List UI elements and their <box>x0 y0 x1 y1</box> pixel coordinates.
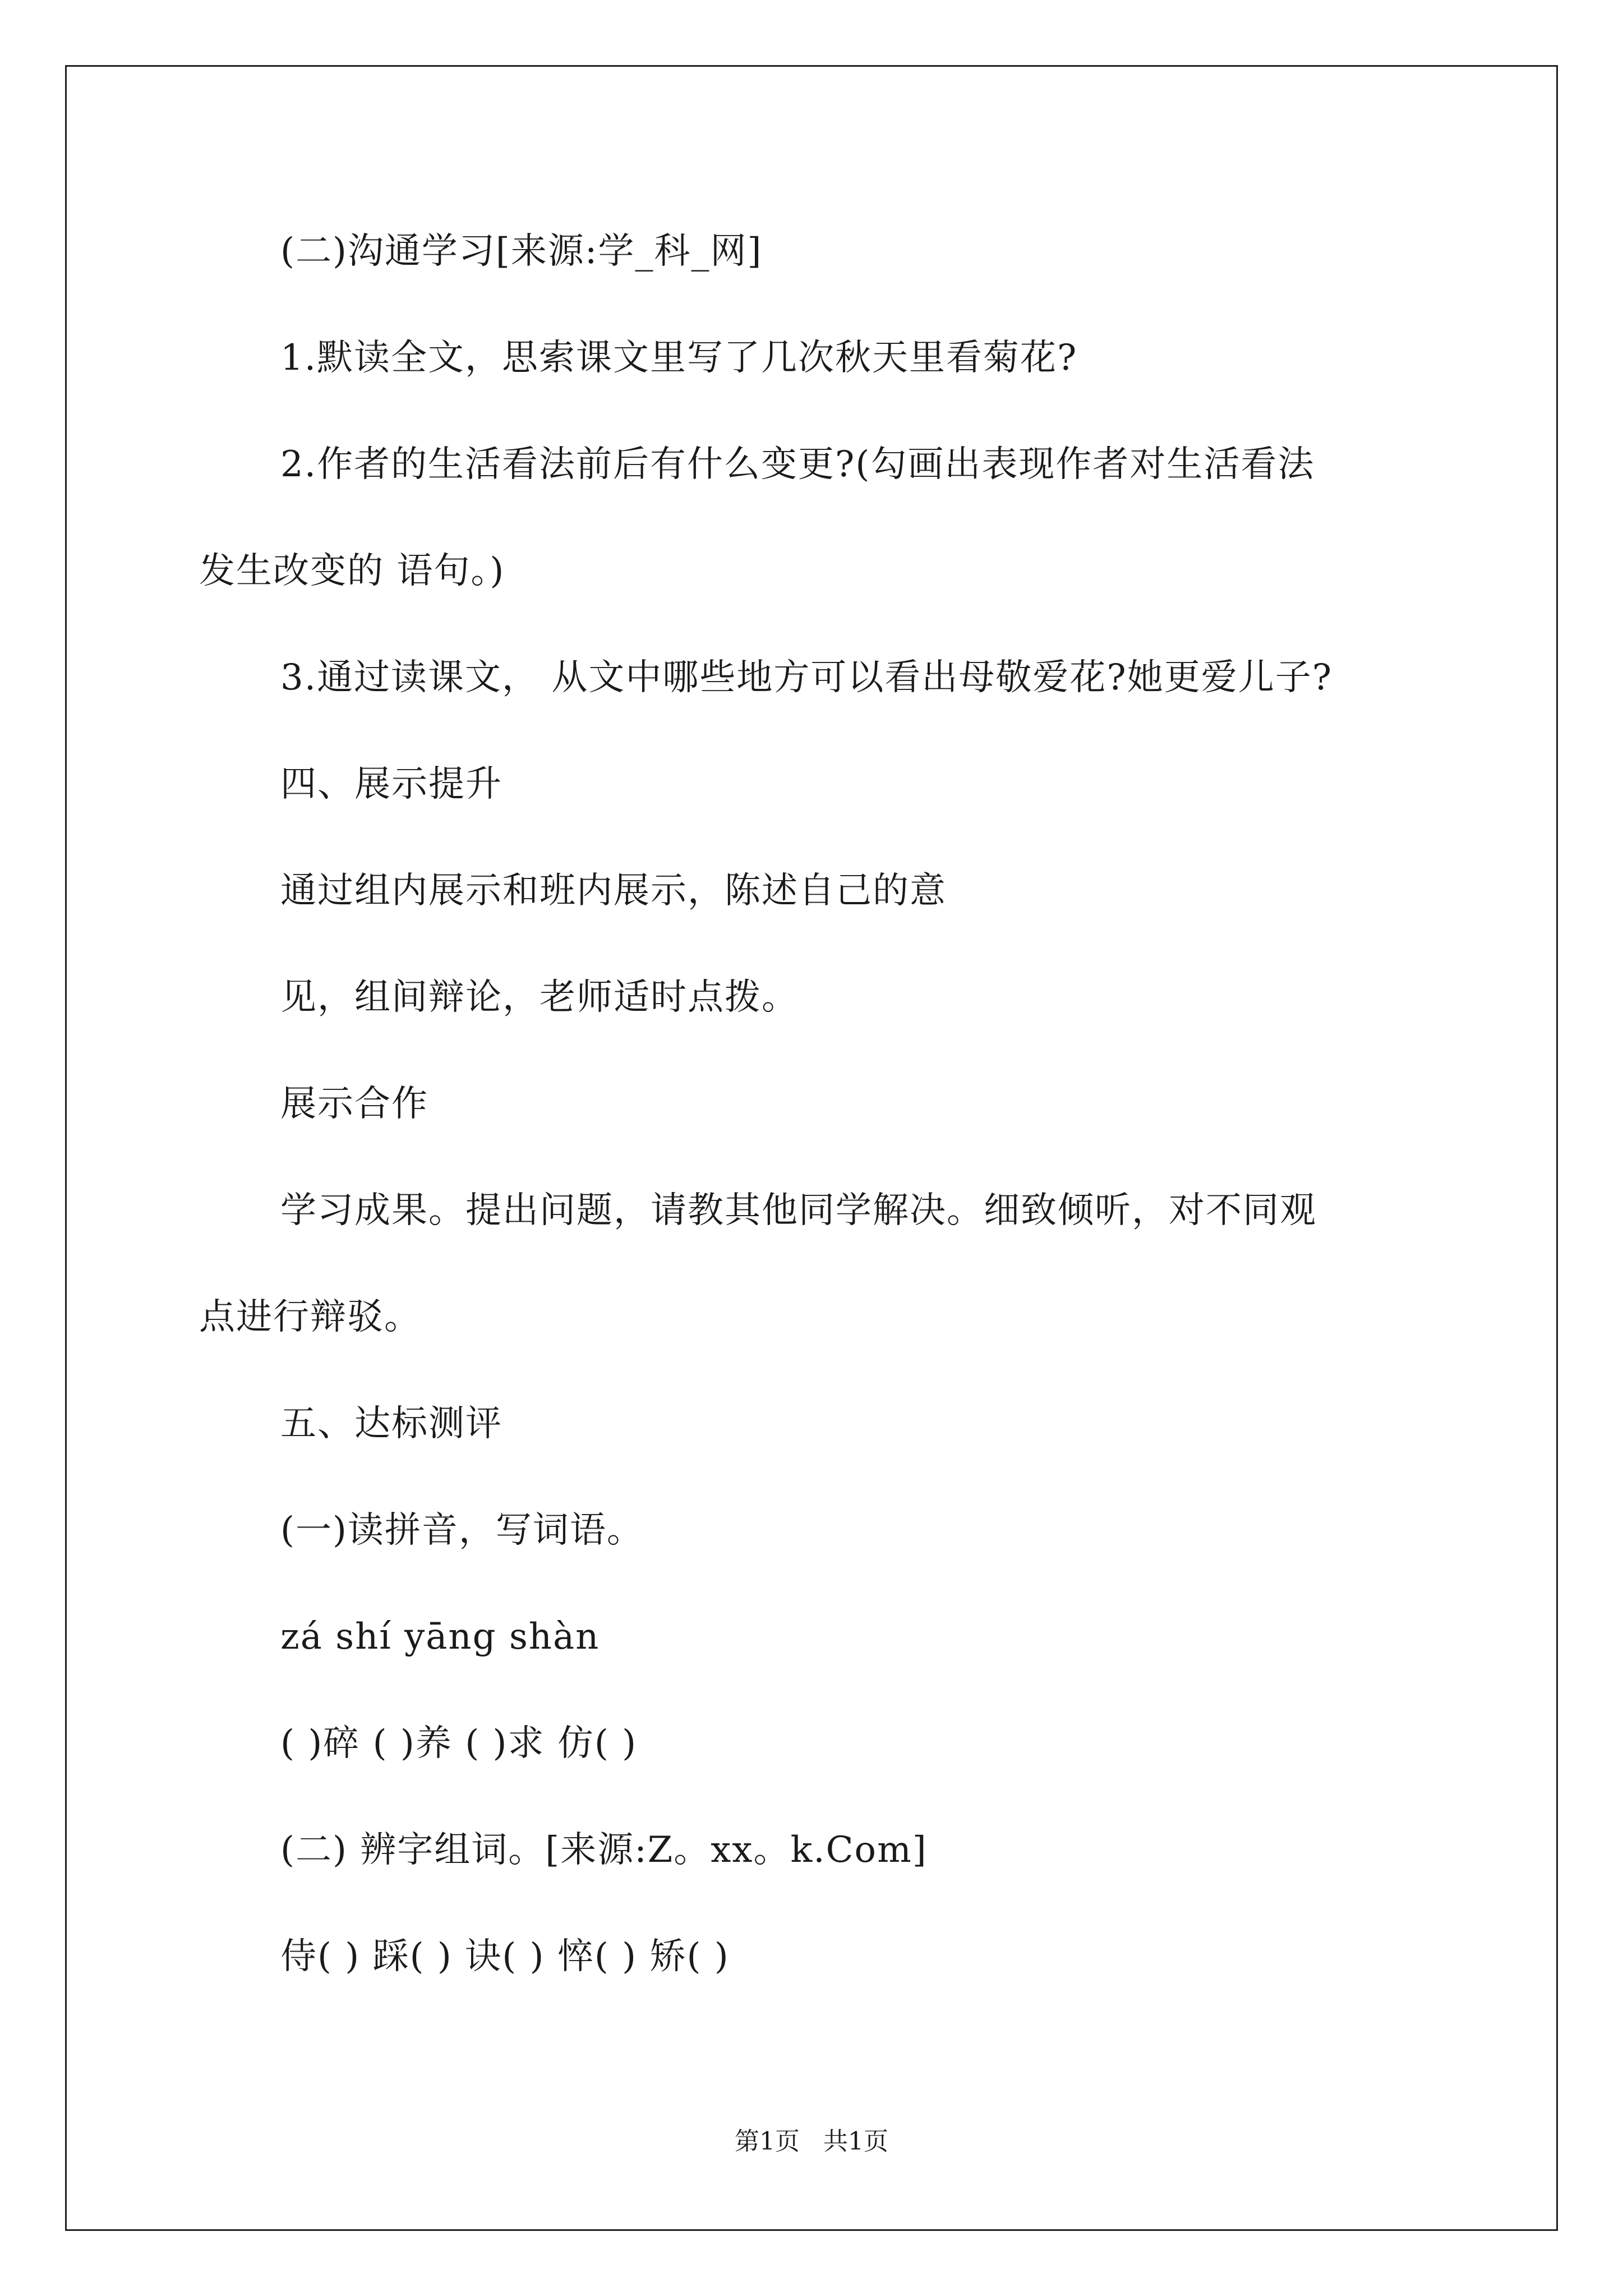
question-3: 3.通过读课文， 从文中哪些地方可以看出母敬爱花?她更爱儿子? <box>280 657 1333 698</box>
page-footer: 第1页 共1页 <box>735 2127 888 2156</box>
showcase-paragraph-3-continued: 点进行辩驳。 <box>199 1296 421 1338</box>
showcase-paragraph-1-continued: 见，组间辩论，老师适时点拨。 <box>280 977 799 1018</box>
word-formation-line: 侍( ) 踩( ) 诀( ) 悴( ) 矫( ) <box>280 1936 730 1977</box>
page-border <box>65 65 1558 2231</box>
pinyin-line: zá shí yāng shàn <box>280 1616 600 1658</box>
exercise-2-heading: (二) 辨字组词。[来源:Z。xx。k.Com] <box>280 1829 928 1871</box>
section-heading-assessment: 五、达标测评 <box>280 1403 502 1444</box>
section-heading-communication: (二)沟通学习[来源:学_科_网] <box>280 231 763 272</box>
fill-in-blanks-line: ( )碎 ( )养 ( )求 仿( ) <box>280 1723 638 1764</box>
showcase-paragraph-1: 通过组内展示和班内展示，陈述自己的意 <box>280 870 947 912</box>
exercise-1-heading: (一)读拼音，写词语。 <box>280 1510 644 1551</box>
question-2-continued: 发生改变的 语句。) <box>199 550 505 592</box>
section-heading-showcase: 四、展示提升 <box>280 763 502 805</box>
showcase-paragraph-2: 展示合作 <box>280 1083 428 1125</box>
question-1: 1.默读全文，思索课文里写了几次秋天里看菊花? <box>280 337 1078 379</box>
showcase-paragraph-3: 学习成果。提出问题，请教其他同学解决。细致倾听，对不同观 <box>280 1190 1317 1231</box>
question-2: 2.作者的生活看法前后有什么变更?(勾画出表现作者对生活看法 <box>280 444 1315 485</box>
